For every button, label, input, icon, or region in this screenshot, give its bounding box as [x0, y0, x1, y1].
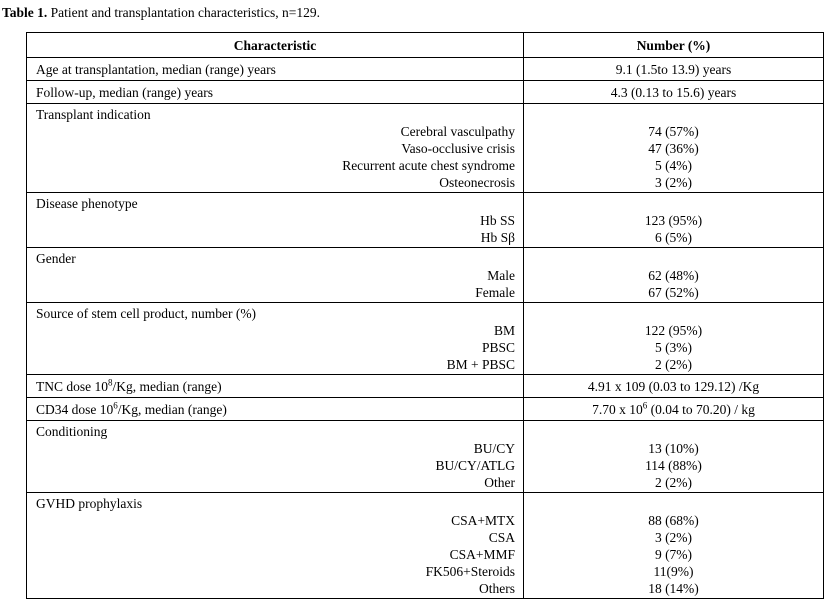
sub-label: FK506+Steroids [425, 564, 515, 579]
label-text: CD34 dose 10 [36, 401, 114, 417]
label-exponent: 8 [108, 377, 113, 387]
header-row [27, 33, 824, 58]
group-labels [27, 493, 524, 599]
group-title: Source of stem cell product, number (%) [36, 306, 257, 321]
sub-value: 6 (5%) [654, 230, 693, 245]
table-row [27, 81, 824, 104]
value-text: 7.70 x 10 [592, 401, 643, 417]
group-values [524, 193, 824, 248]
sub-label: Male [487, 268, 515, 283]
sub-value: 11(9%) [653, 564, 694, 579]
table-row [27, 248, 824, 303]
sub-label: CSA+MMF [449, 547, 515, 562]
group-values [524, 303, 824, 375]
sub-label: BU/CY [473, 441, 515, 456]
sub-label: CSA [488, 530, 515, 545]
sub-value: 114 (88%) [645, 458, 702, 473]
group-values [524, 421, 824, 493]
group-labels [27, 303, 524, 375]
group-title: Transplant indication [36, 107, 151, 122]
sub-label: Other [484, 475, 515, 490]
header-characteristic: Characteristic [27, 33, 524, 58]
sub-value: 88 (68%) [648, 513, 699, 528]
sub-label: BM [493, 323, 515, 338]
row-value: 9.1 (1.5to 13.9) years [524, 58, 824, 81]
group-title: Gender [36, 251, 76, 266]
caption-label: Table 1. [2, 5, 48, 20]
sub-label: Others [479, 581, 515, 596]
caption-text: Patient and transplantation characteristics, n=129. [47, 5, 320, 20]
sub-label: Hb SS [480, 213, 515, 228]
label-text: TNC dose 10 [36, 378, 108, 394]
label-text: /Kg, median (range) [112, 378, 222, 394]
group-labels [27, 193, 524, 248]
table-row [27, 398, 824, 421]
sub-value: 74 (57%) [648, 124, 699, 139]
table-row [27, 58, 824, 81]
header-number: Number (%) [524, 33, 824, 58]
sub-label: CSA+MTX [451, 513, 515, 528]
sub-label: Female [475, 285, 515, 300]
label-exponent: 6 [113, 400, 118, 410]
row-value: 4.3 (0.13 to 15.6) years [524, 81, 824, 104]
sub-value: 3 (2%) [654, 530, 693, 545]
row-label [27, 398, 524, 421]
sub-value: 5 (3%) [654, 340, 693, 355]
sub-label: Recurrent acute chest syndrome [342, 158, 515, 173]
sub-label: Cerebral vasculpathy [400, 124, 515, 139]
table-row [27, 375, 824, 398]
label-text: /Kg, median (range) [117, 401, 227, 417]
sub-value: 67 (52%) [648, 285, 699, 300]
sub-value: 122 (95%) [644, 323, 703, 338]
table-caption [2, 4, 320, 22]
row-value [524, 398, 824, 421]
value-text: (0.04 to 70.20) / kg [647, 401, 755, 417]
row-label: Follow-up, median (range) years [27, 81, 524, 104]
group-labels [27, 104, 524, 193]
group-values [524, 493, 824, 599]
group-values [524, 104, 824, 193]
sub-label: PBSC [481, 340, 515, 355]
group-title: Disease phenotype [36, 196, 138, 211]
row-label: Age at transplantation, median (range) years [27, 58, 524, 81]
sub-value: 2 (2%) [654, 475, 693, 490]
sub-value: 13 (10%) [648, 441, 699, 456]
sub-value: 5 (4%) [654, 158, 693, 173]
sub-value: 2 (2%) [654, 357, 693, 372]
table-row [27, 421, 824, 493]
sub-label: BM + PBSC [446, 357, 515, 372]
table-row [27, 193, 824, 248]
group-title: GVHD prophylaxis [36, 496, 143, 511]
sub-value: 123 (95%) [644, 213, 703, 228]
sub-value: 47 (36%) [648, 141, 699, 156]
sub-label: Hb Sβ [480, 230, 515, 245]
group-labels [27, 421, 524, 493]
row-label [27, 375, 524, 398]
sub-value: 9 (7%) [654, 547, 693, 562]
sub-label: BU/CY/ATLG [435, 458, 515, 473]
table-row [27, 303, 824, 375]
table-row [27, 104, 824, 193]
group-labels [27, 248, 524, 303]
sub-value: 18 (14%) [648, 581, 699, 596]
value-exponent: 6 [642, 400, 648, 410]
group-values [524, 248, 824, 303]
sub-label: Vaso-occlusive crisis [401, 141, 515, 156]
group-title: Conditioning [36, 424, 108, 439]
sub-label: Osteonecrosis [439, 175, 515, 190]
sub-value: 3 (2%) [654, 175, 693, 190]
sub-value: 62 (48%) [648, 268, 699, 283]
characteristics-table [26, 32, 824, 599]
table-row [27, 493, 824, 599]
row-value: 4.91 x 109 (0.03 to 129.12) /Kg [524, 375, 824, 398]
